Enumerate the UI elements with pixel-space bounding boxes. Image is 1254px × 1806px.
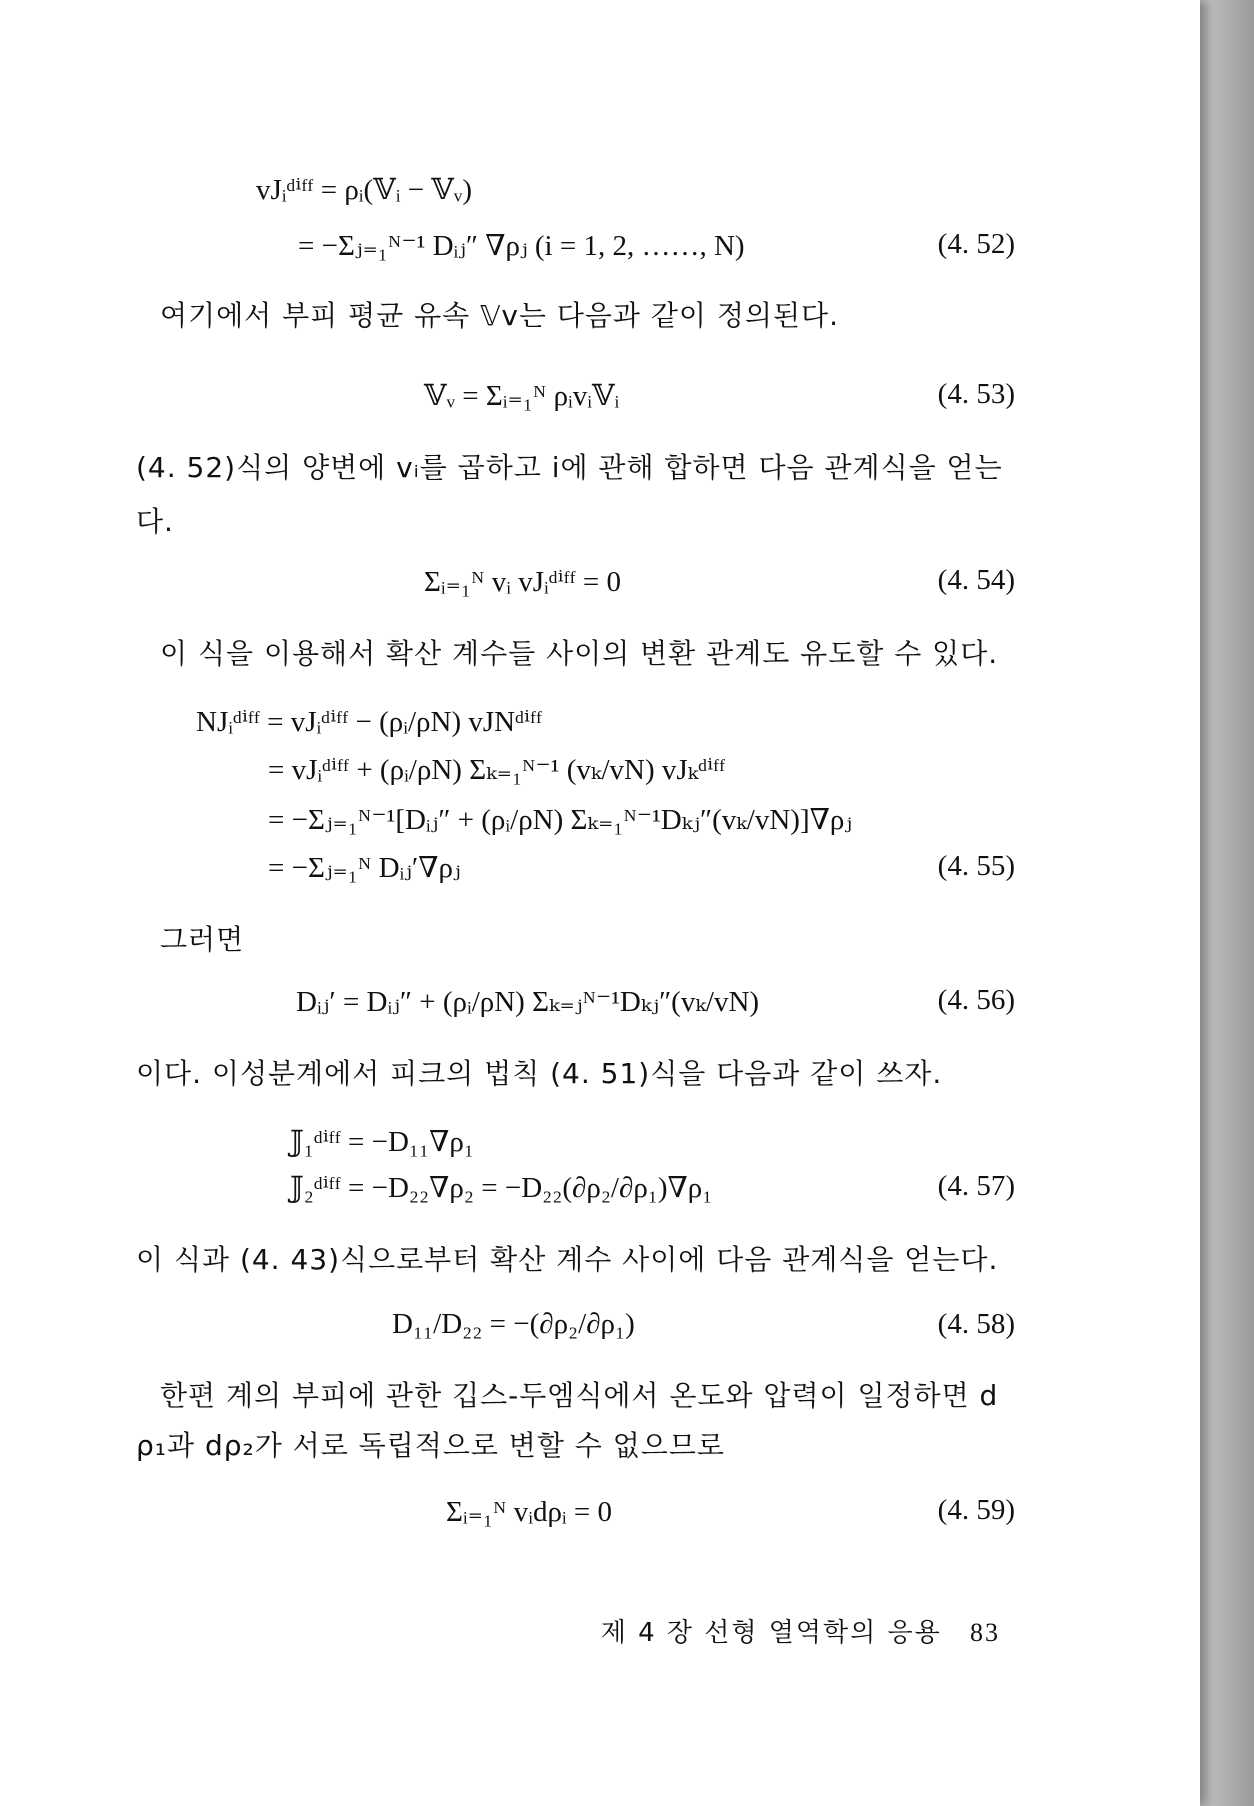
equation-text: = vJᵢᵈⁱᶠᶠ + (ρᵢ/ρN) Σₖ₌₁ᴺ⁻¹ (vₖ/vN) vJₖᵈⁱᶠᶠ <box>268 754 726 786</box>
paragraph-text: (4. 52)식의 양변에 vᵢ를 곱하고 i에 관해 합하면 다음 관계식을 얻는 <box>136 451 1003 484</box>
paragraph-text: 이 식과 (4. 43)식으로부터 확산 계수 사이에 다음 관계식을 얻는다. <box>136 1243 999 1276</box>
equation-number: (4. 54) <box>937 564 1015 596</box>
paragraph-text: 다. <box>136 505 174 538</box>
equation-text: = −Σⱼ₌₁ᴺ Dᵢⱼ′∇ρⱼ <box>268 852 461 884</box>
chapter-title: 제 4 장 선형 열역학의 응용 <box>600 1618 942 1648</box>
page-footer <box>601 1612 1000 1649</box>
equation-text: 𝕁₁ᵈⁱᶠᶠ = −D₁₁∇ρ₁ <box>290 1126 474 1158</box>
paragraph-text: 여기에서 부피 평균 유속 𝕍v는 다음과 같이 정의된다. <box>160 299 839 332</box>
equation-text: = −Σⱼ₌₁ᴺ⁻¹[Dᵢⱼ″ + (ρᵢ/ρN) Σₖ₌₁ᴺ⁻¹Dₖⱼ″(vₖ/vN)]∇ρⱼ <box>268 804 852 836</box>
paragraph-text: 이다. 이성분계에서 피크의 법칙 (4. 51)식을 다음과 같이 쓰자. <box>136 1057 943 1090</box>
equation-number: (4. 52) <box>937 228 1015 260</box>
equation-number: (4. 57) <box>937 1170 1015 1202</box>
equation-number: (4. 59) <box>937 1494 1015 1526</box>
equation-text: 𝕍ᵥ = Σᵢ₌₁ᴺ ρᵢvᵢ𝕍ᵢ <box>424 380 620 412</box>
paragraph-text: 이 식을 이용해서 확산 계수들 사이의 변환 관계도 유도할 수 있다. <box>160 637 999 670</box>
equation-number: (4. 53) <box>937 378 1015 410</box>
book-page-edge <box>1196 0 1254 1806</box>
equation-text: D₁₁/D₂₂ = −(∂ρ₂/∂ρ₁) <box>392 1308 635 1340</box>
equation-number: (4. 56) <box>937 984 1015 1016</box>
equation-text: vJᵢᵈⁱᶠᶠ = ρᵢ(𝕍ᵢ − 𝕍ᵥ) <box>256 174 472 206</box>
paragraph-text: 한편 계의 부피에 관한 깁스-두엠식에서 온도와 압력이 일정하면 d <box>160 1379 999 1412</box>
page-number: 83 <box>970 1618 1000 1647</box>
equation-number: (4. 55) <box>937 850 1015 882</box>
equation-text: Dᵢⱼ′ = Dᵢⱼ″ + (ρᵢ/ρN) Σₖ₌ⱼᴺ⁻¹Dₖⱼ″(vₖ/vN) <box>296 986 760 1018</box>
equation-text: = −Σⱼ₌₁ᴺ⁻¹ Dᵢⱼ″ ∇ρⱼ (i = 1, 2, ……, N) <box>298 230 745 262</box>
equation-text: Σᵢ₌₁ᴺ vᵢ vJᵢᵈⁱᶠᶠ = 0 <box>424 566 622 598</box>
paragraph-text: 그러면 <box>160 923 245 956</box>
equation-number: (4. 58) <box>937 1308 1015 1340</box>
paragraph-text: ρ₁과 dρ₂가 서로 독립적으로 변할 수 없으므로 <box>136 1429 725 1462</box>
equation-text: 𝕁₂ᵈⁱᶠᶠ = −D₂₂∇ρ₂ = −D₂₂(∂ρ₂/∂ρ₁)∇ρ₁ <box>290 1172 713 1204</box>
equation-text: NJᵢᵈⁱᶠᶠ = vJᵢᵈⁱᶠᶠ − (ρᵢ/ρN) vJNᵈⁱᶠᶠ <box>196 706 543 738</box>
equation-text: Σᵢ₌₁ᴺ vᵢdρᵢ = 0 <box>446 1496 613 1528</box>
